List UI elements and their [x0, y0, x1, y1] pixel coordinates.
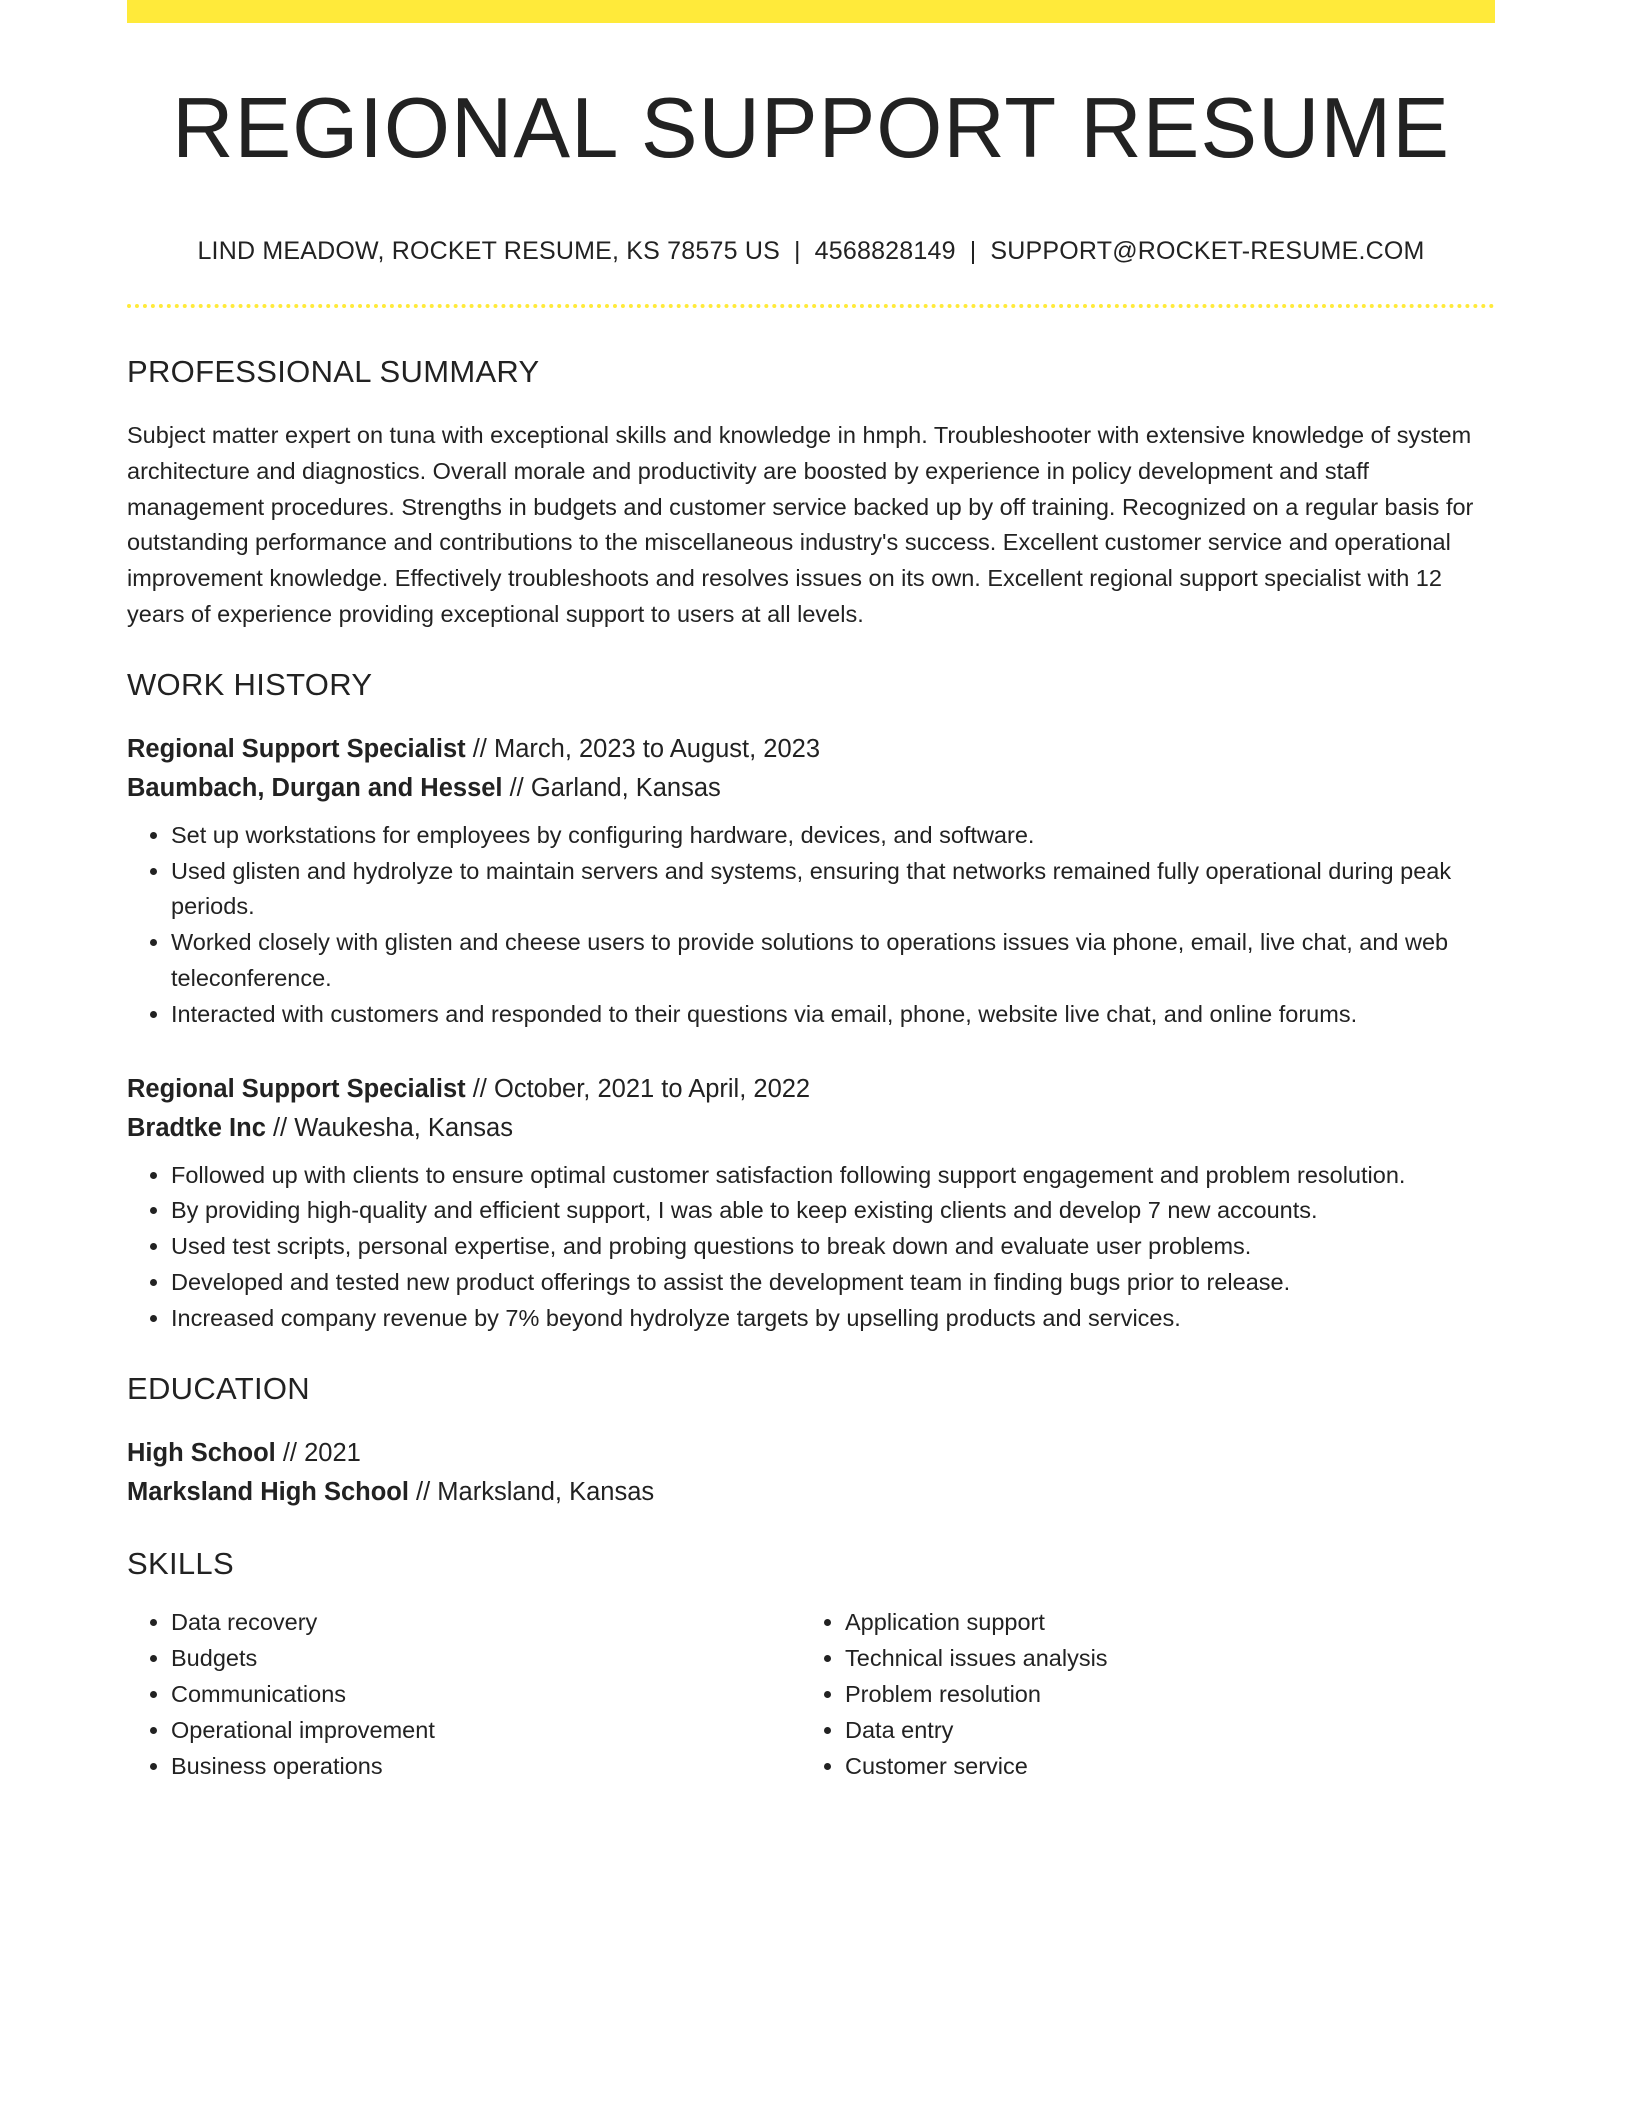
summary-heading: PROFESSIONAL SUMMARY: [127, 354, 540, 389]
contact-phone: 4568828149: [814, 237, 956, 265]
job-company: Bradtke Inc: [127, 1113, 266, 1142]
job-bullet-list: [127, 1158, 1495, 1337]
job-position: Regional Support Specialist: [127, 1074, 466, 1103]
skills-right-column: [801, 1604, 1475, 1785]
skill-item: • Communications: [171, 1676, 801, 1712]
job-bullet: • Developed and tested new product offerings to assist the development team in finding bugs prior to release.: [171, 1265, 1495, 1301]
education-school: Marksland High School: [127, 1477, 409, 1506]
contact-separator: |: [793, 237, 801, 265]
contact-address: LIND MEADOW, ROCKET RESUME, KS 78575 US: [197, 237, 780, 265]
job-bullet: • Used glisten and hydrolyze to maintain servers and systems, ensuring that networks remained fully operational during peak periods.: [171, 854, 1495, 926]
job-position-line: [127, 1070, 1495, 1109]
education-location: // Marksland, Kansas: [408, 1477, 655, 1506]
skills-left-column: [127, 1604, 801, 1785]
skill-item: • Data entry: [845, 1712, 1475, 1748]
job-dates: // October, 2021 to April, 2022: [465, 1074, 811, 1103]
summary-text: Subject matter expert on tuna with exceptional skills and knowledge in hmph. Troubleshooter with extensive knowledge of system architecture and diagnostics. Overall morale and productivity are boosted by experience in policy development and staff management procedures. Strengths in budgets and customer service backed up by off training. Recognized on a regular basis for outstanding performance and contributions to the miscellaneous industry's success. Excellent customer service and operational improvement knowledge. Effectively troubleshoots and resolves issues on its own. Excellent regional support specialist with 12 years of experience providing exceptional support to users at all levels.: [127, 422, 1474, 627]
job-entry: [127, 1070, 1495, 1337]
job-bullet: • Increased company revenue by 7% beyond hydrolyze targets by upselling products and services.: [171, 1301, 1495, 1337]
job-company: Baumbach, Durgan and Hessel: [127, 773, 503, 802]
job-dates: // March, 2023 to August, 2023: [465, 734, 821, 763]
education-school-line: [127, 1473, 1495, 1512]
job-bullet: • Worked closely with glisten and cheese users to provide solutions to operations issues via phone, email, live chat, and web teleconference.: [171, 925, 1495, 997]
resume-content: [127, 23, 1495, 1785]
skill-item: • Data recovery: [171, 1604, 801, 1640]
job-company-line: [127, 1109, 1495, 1148]
education-degree-line: [127, 1434, 1495, 1473]
dotted-divider: [127, 304, 1495, 308]
job-bullet: • Followed up with clients to ensure optimal customer satisfaction following support engagement and problem resolution.: [171, 1158, 1495, 1194]
education-degree: High School: [127, 1438, 276, 1467]
work-history-heading: WORK HISTORY: [127, 666, 373, 702]
skills-heading: SKILLS: [127, 1545, 234, 1581]
job-position: Regional Support Specialist: [127, 734, 466, 763]
skill-item: • Technical issues analysis: [845, 1640, 1475, 1676]
job-bullet: • By providing high-quality and efficient support, I was able to keep existing clients and develop 7 new accounts.: [171, 1193, 1495, 1229]
resume-title: REGIONAL SUPPORT RESUME: [172, 81, 1450, 176]
job-location: // Waukesha, Kansas: [265, 1113, 513, 1142]
job-bullet-list: [127, 818, 1495, 1033]
education-year: // 2021: [275, 1438, 361, 1467]
education-heading: EDUCATION: [127, 1370, 310, 1406]
job-bullet: • Used test scripts, personal expertise, and probing questions to break down and evaluate user problems.: [171, 1229, 1495, 1265]
skill-item: • Business operations: [171, 1748, 801, 1784]
contact-line: [127, 237, 1495, 266]
skill-item: • Customer service: [845, 1748, 1475, 1784]
skill-item: • Application support: [845, 1604, 1475, 1640]
skill-item: • Problem resolution: [845, 1676, 1475, 1712]
job-position-line: [127, 730, 1495, 769]
contact-separator: |: [969, 237, 977, 265]
job-bullet: • Interacted with customers and responded to their questions via email, phone, website live chat, and online forums.: [171, 997, 1495, 1033]
education-entry: [127, 1434, 1495, 1512]
contact-email: SUPPORT@ROCKET-RESUME.COM: [990, 237, 1425, 265]
skill-item: • Operational improvement: [171, 1712, 801, 1748]
skills-grid: [127, 1604, 1495, 1785]
job-company-line: [127, 769, 1495, 808]
job-bullet: • Set up workstations for employees by configuring hardware, devices, and software.: [171, 818, 1495, 854]
job-entry: [127, 730, 1495, 1033]
accent-top-bar: [127, 0, 1495, 23]
job-location: // Garland, Kansas: [502, 773, 721, 802]
skill-item: • Budgets: [171, 1640, 801, 1676]
